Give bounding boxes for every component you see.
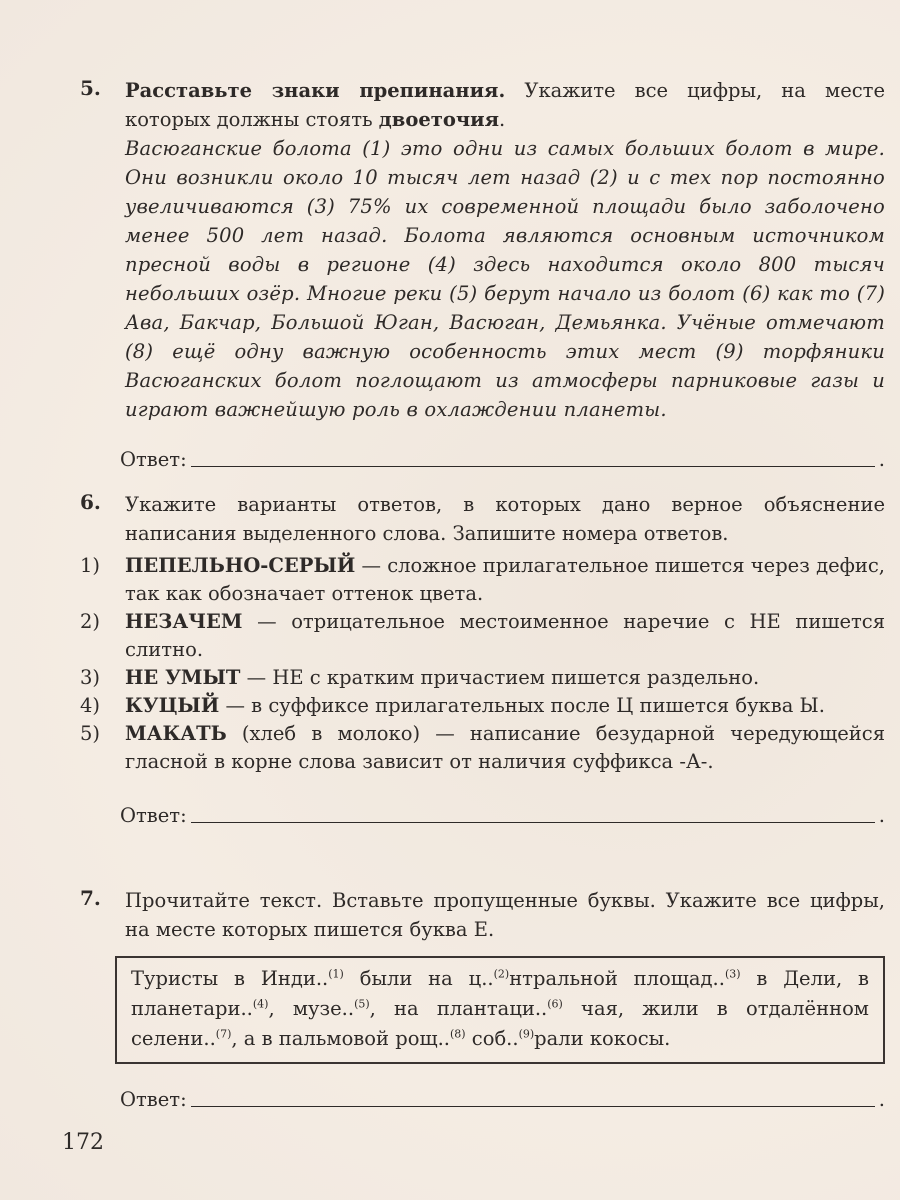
task-instruction: Прочитайте текст. Вставьте пропущенные буквы. Укажите все цифры, на месте которых пишется буква Е. (125, 889, 885, 941)
task-text: Васюганские болота (1) это одни из самых больших болот в мире. Они возникли около 10 тысяч лет назад (2) и с тех пор постоянно увеличиваются (3) 75% их современной площади было заболочено менее 500 лет назад. Болота являются основным источником пресной воды в регионе (4) здесь находится около 800 тысяч небольших озёр. Многие реки (5) берут начало из болот (6) как то (7) Ава, Бакчар, Большой Юган, Васюган, Демьянка. Учёные отмечают (8) ещё одну важную особенность этих мест (9) торфяники Васюганских болот поглощают из атмосферы парниковые газы и играют важнейшую роль в охлаждении планеты. (125, 137, 885, 421)
option-text: (хлеб в молоко) — написание безударной чередующейся гласной в корне слова зависит от наличия суффикса -А-. (125, 722, 885, 773)
task-number: 6. (80, 490, 101, 514)
answer-label: Ответ: (120, 804, 187, 827)
option-text: — сложное прилагательное пишется через дефис, так как обозначает оттенок цвета. (125, 554, 885, 605)
task-5 (80, 76, 885, 471)
option-number: 5) (80, 722, 101, 745)
gap-marker: (7) (215, 1027, 232, 1041)
answer-dot: . (878, 448, 885, 471)
text-segment: , на плантаци.. (369, 997, 548, 1020)
page-number: 172 (62, 1130, 104, 1155)
answer-line[interactable] (191, 802, 875, 823)
text-segment: , музе.. (268, 997, 355, 1020)
text-segment: рали кокосы. (534, 1027, 671, 1050)
gap-marker: (2) (493, 967, 510, 981)
task-instruction: Укажите варианты ответов, в которых дано верное объяснение написания выделенного слова. Запишите номера ответов. (125, 493, 885, 545)
option-3 (80, 664, 885, 692)
answer-label: Ответ: (120, 1088, 187, 1111)
answer-field[interactable] (120, 1086, 885, 1111)
option-5 (80, 720, 885, 776)
text-segment: в Дели, в планетари.. (131, 967, 870, 1020)
task-6 (80, 490, 885, 827)
gap-marker: (9) (518, 1027, 535, 1041)
gap-marker: (5) (354, 997, 370, 1011)
option-text: — в суффиксе прилагательных после Ц пишется буква Ы. (219, 694, 825, 717)
option-number: 2) (80, 610, 101, 633)
task-7 (80, 886, 885, 1111)
text-segment: соб.. (465, 1027, 519, 1050)
option-2 (80, 608, 885, 664)
text-segment: , а в пальмовой рощ.. (231, 1027, 450, 1050)
gap-marker: (6) (547, 997, 563, 1011)
task-number: 5. (80, 76, 101, 100)
answer-dot: . (878, 804, 885, 827)
instruction-emphasis: двоеточия (378, 108, 499, 131)
gap-marker: (3) (724, 967, 741, 981)
instruction-bold: Расставьте знаки препинания. (125, 79, 506, 102)
option-text: — НЕ с кратким причастием пишется раздельно. (240, 666, 760, 689)
gap-marker: (8) (449, 1027, 466, 1041)
text-segment: Туристы в Инди.. (131, 967, 329, 990)
option-number: 1) (80, 554, 101, 577)
text-segment: чая, жили в отдалённом селени.. (131, 997, 869, 1050)
answer-line[interactable] (191, 1086, 875, 1107)
option-word: НЕ УМЫТ (125, 666, 241, 689)
answer-field[interactable] (120, 802, 885, 827)
answer-label: Ответ: (120, 448, 187, 471)
instruction-text: Укажите все цифры, на месте которых должны стоять (125, 79, 885, 131)
options-list (80, 552, 885, 776)
gap-marker: (1) (328, 967, 344, 981)
option-1 (80, 552, 885, 608)
task-instruction (125, 76, 885, 134)
option-word: НЕЗАЧЕМ (125, 610, 243, 633)
option-word: КУЦЫЙ (125, 694, 220, 717)
task-number: 7. (80, 886, 101, 910)
gap-marker: (4) (252, 997, 269, 1011)
answer-dot: . (878, 1088, 885, 1111)
text-segment: нтральной площад.. (509, 967, 725, 990)
option-word: МАКАТЬ (125, 722, 227, 745)
option-text: — отрицательное местоименное наречие с НЕ пишется слитно. (125, 610, 885, 661)
answer-line[interactable] (191, 446, 875, 467)
option-number: 4) (80, 694, 101, 717)
option-number: 3) (80, 666, 101, 689)
option-word: ПЕПЕЛЬНО-СЕРЫЙ (125, 554, 356, 577)
text-box (115, 956, 885, 1064)
answer-field[interactable] (120, 446, 885, 471)
text-segment: были на ц.. (343, 967, 494, 990)
option-4 (80, 692, 885, 720)
instruction-end: . (499, 108, 506, 131)
